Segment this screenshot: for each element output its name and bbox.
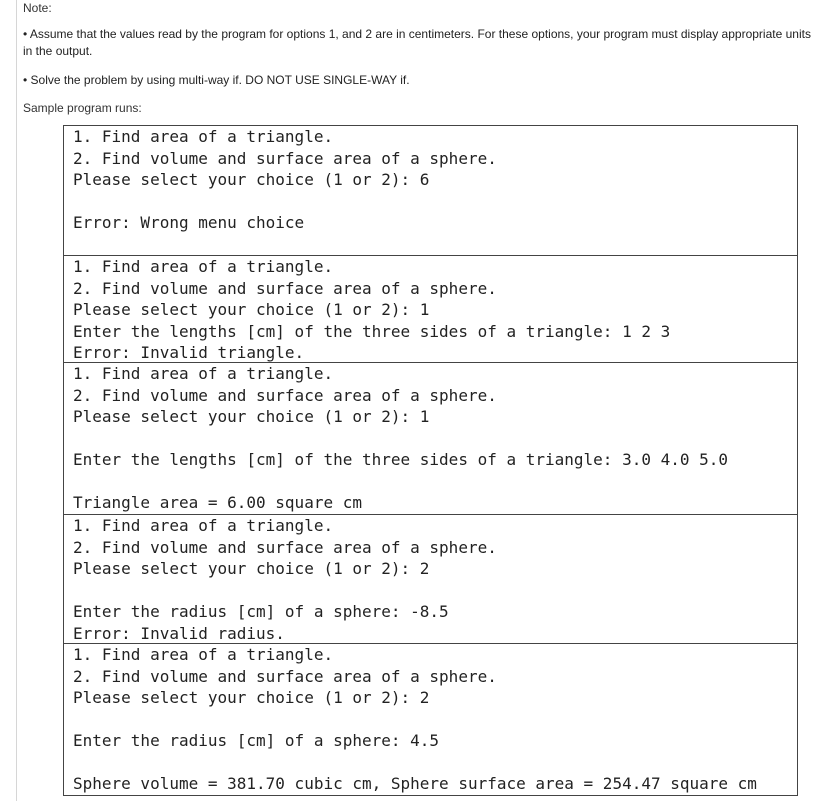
run-line: Please select your choice (1 or 2): 2 xyxy=(73,688,430,707)
run-line: Error: Wrong menu choice xyxy=(73,213,305,232)
sample-run-invalid-triangle xyxy=(64,256,797,363)
run-line: Enter the radius [cm] of a sphere: 4.5 xyxy=(73,731,440,750)
run-line: 2. Find volume and surface area of a sphere. xyxy=(73,148,497,168)
note-title: Note: xyxy=(23,1,52,15)
run-line: Triangle area = 6.00 square cm xyxy=(73,493,362,512)
sample-run-sphere xyxy=(64,644,797,796)
run-line xyxy=(73,752,797,774)
run-line: Please select your choice (1 or 2): 1 xyxy=(73,407,430,426)
run-line: 2. Find volume and surface area of a sphere. xyxy=(73,385,497,405)
run-line: 1. Find area of a triangle. xyxy=(73,127,334,146)
run-line: Please select your choice (1 or 2): 2 xyxy=(73,559,430,578)
note-bullet-units: • Assume that the values read by the program for options 1, and 2 are in centimeters. For these options, your program must display appropriate units in the output. xyxy=(23,27,811,58)
run-line: Please select your choice (1 or 2): 6 xyxy=(73,170,430,189)
run-line: Enter the radius [cm] of a sphere: -8.5 xyxy=(73,602,449,621)
run-line: 1. Find area of a triangle. xyxy=(73,364,334,383)
run-line: Error: Invalid triangle. xyxy=(73,343,305,362)
sample-run-wrong-choice xyxy=(64,126,797,256)
run-line: 1. Find area of a triangle. xyxy=(73,645,334,664)
run-line xyxy=(73,471,797,493)
run-line: 2. Find volume and surface area of a sphere. xyxy=(73,666,497,686)
sample-runs-label: Sample program runs: xyxy=(23,101,142,115)
run-line xyxy=(73,428,797,450)
note-bullet-multiway-if: • Solve the problem by using multi-way if. DO NOT USE SINGLE-WAY if. xyxy=(23,73,410,87)
run-line: 2. Find volume and surface area of a sphere. xyxy=(73,537,497,557)
run-line: 2. Find volume and surface area of a sphere. xyxy=(73,278,497,298)
sample-run-invalid-radius xyxy=(64,515,797,644)
run-line: 1. Find area of a triangle. xyxy=(73,516,334,535)
sample-runs-table xyxy=(63,125,798,796)
run-line: Error: Invalid radius. xyxy=(73,623,285,643)
run-line: 1. Find area of a triangle. xyxy=(73,257,334,276)
sample-run-triangle-area xyxy=(64,363,797,515)
run-line: Please select your choice (1 or 2): 1 xyxy=(73,300,430,319)
run-line: Enter the lengths [cm] of the three sides of a triangle: 1 2 3 xyxy=(73,321,671,341)
run-line xyxy=(73,709,797,731)
run-line xyxy=(73,580,797,602)
run-line: Sphere volume = 381.70 cubic cm, Sphere surface area = 254.47 square cm xyxy=(73,774,757,793)
run-line: Enter the lengths [cm] of the three sides of a triangle: 3.0 4.0 5.0 xyxy=(73,450,729,469)
run-line xyxy=(73,191,797,213)
